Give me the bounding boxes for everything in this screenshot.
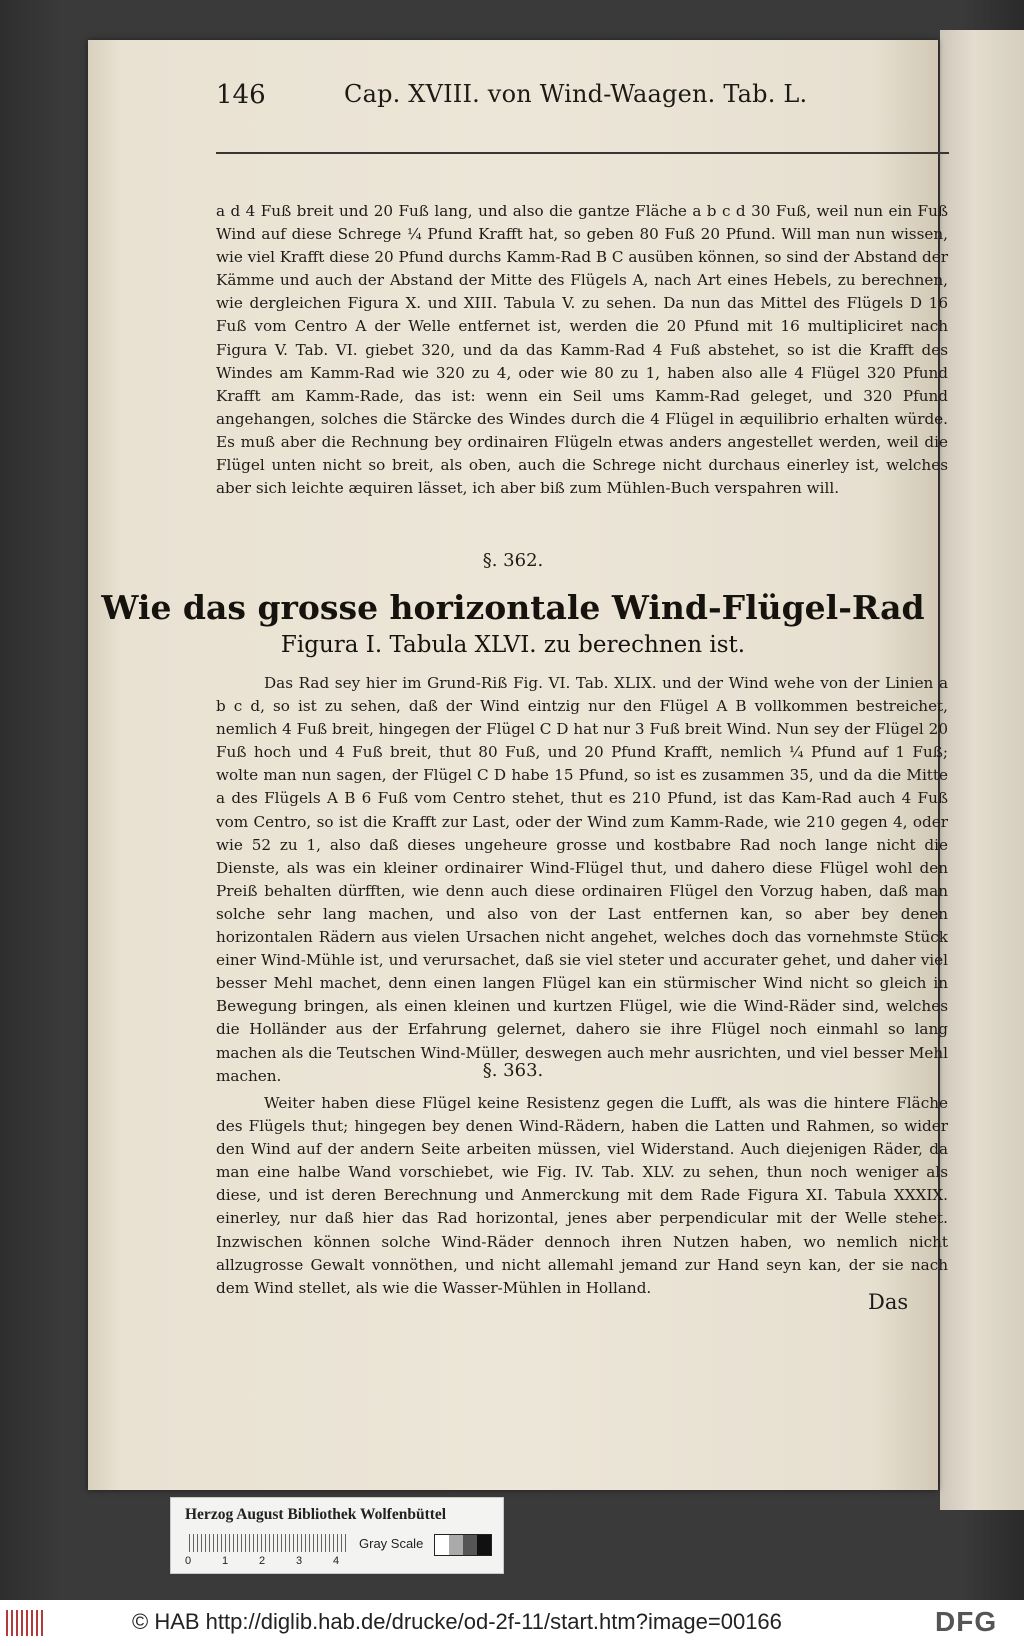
color-target-card bbox=[170, 1497, 504, 1574]
running-title: Cap. XVIII. von Wind-Waagen. Tab. L. bbox=[344, 80, 808, 108]
section-number-363: §. 363. bbox=[482, 1060, 544, 1081]
paragraph-1: a d 4 Fuß breit und 20 Fuß lang, und also die gantze Fläche a b c d 30 Fuß, weil nun ein Fuß Wind auf diese Schrege ¼ Pfund Krafft hat, so geben 80 Fuß 20 Pfund. Will man nun wissen, wie viel Krafft diese 20 Pfund durchs Kamm-Rad B C ausüben können, so sind der Abstand der Kämme und auch der Abstand der Mitte des Flügels A, nach Art eines Hebels, zu berechnen, wie dergleichen Figura X. und XIII. Tabula V. zu sehen. Da nun das Mittel des Flügels D 16 Fuß vom Centro A der Welle entfernet ist, werden die 20 Pfund mit 16 multipliciret nach Figura V. Tab. VI. giebet 320, und da das Kamm-Rad 4 Fuß abstehet, so ist die Krafft des Windes am Kamm-Rad wie 320 zu 4, oder wie 80 zu 1, haben also alle 4 Flügel 320 Pfund Krafft am Kamm-Rade, das ist: wenn ein Seil ums Kamm-Rad geleget, und 320 Pfund angehangen, solches die Stärcke des Windes durch die 4 Flügel in æquilibrio erhalten würde. Es muß aber die Rechnung bey ordinairen Flügeln etwas anders angestellet werden, weil die Flügel unten nicht so breit, als oben, auch die Schrege nicht durchaus einerley ist, welches aber sich leichte æquiren lässet, ich aber biß zum Mühlen-Buch verspahren will. bbox=[216, 202, 948, 498]
section-heading-line-1: Wie das grosse horizontale Wind-Flügel-Rad bbox=[101, 588, 925, 627]
gray-scale-swatch bbox=[434, 1534, 492, 1556]
dfg-logo: DFG bbox=[935, 1606, 998, 1637]
page-header bbox=[216, 80, 946, 110]
bleed-through-text bbox=[960, 110, 1015, 132]
gray-scale-label: Gray Scale bbox=[359, 1536, 424, 1551]
header-rule bbox=[216, 152, 949, 154]
tick-label: 2 bbox=[259, 1555, 266, 1567]
section-number-362: §. 362. bbox=[482, 550, 544, 571]
footer-bar bbox=[0, 1600, 1024, 1646]
copyright-url[interactable]: © HAB http://diglib.hab.de/drucke/od-2f-11/start.htm?image=00166 bbox=[132, 1609, 782, 1634]
tick-label: 0 bbox=[185, 1555, 192, 1567]
tick-label: 1 bbox=[222, 1555, 229, 1567]
facing-page-edge bbox=[940, 30, 1024, 1510]
ruler-ticks bbox=[185, 1555, 370, 1567]
tick-label: 3 bbox=[296, 1555, 303, 1567]
paragraph-2: Das Rad sey hier im Grund-Riß Fig. VI. Tab. XLIX. und der Wind wehe von der Linien a b c d, so ist zu sehen, daß der Wind eintzig nur den Flügel A B vollkommen bestreichet, nemlich 4 Fuß breit, hingegen der Flügel C D hat nur 3 Fuß breit Wind. Nun sey der Flügel 20 Fuß hoch und 4 Fuß breit, thut 80 Fuß, und 20 Pfund Krafft, nemlich ¼ Pfund auf 1 Fuß; wolte man nun sagen, der Flügel C D habe 15 Pfund, so ist es zusammen 35, und da die Mitte a des Flügels A B 6 Fuß vom Centro stehet, thut es 210 Pfund, ist das Kam-Rad auch 4 Fuß vom Centro, so ist die Krafft zur Last, oder der Wind zum Kamm-Rade, wie 210 gegen 4, oder wie 52 zu 1, also daß dieses ungeheure grosse und kostbabre Rad noch lange nicht die Dienste, als was ein kleiner ordinairer Wind-Flügel thut, und dahero diese Flügel wohl den Preiß behalten dürfften, wie denn auch diese ordinairen Flügel den Vorzug haben, daß man solche sehr lang machen, und also von der Last entfernen kan, so aber bey denen horizontalen Rädern aus vielen Ursachen nicht angehet, welches doch das vornehmste Stück einer Wind-Mühle ist, und verursachet, daß sie viel steter und accurater gehet, und daher viel besser Mehl machet, denn einen langen Flügel kan ein stürmischer Wind nicht so gleich in Bewegung bringen, als einen kleinen und kurtzen Flügel, wie die Wind-Räder sind, welches die Holländer aus der Erfahrung gelernet, dahero sie ihre Flügel noch einmahl so lang machen als die Teutschen Wind-Müller, deswegen auch mehr ausrichten, und viel besser Mehl machen. bbox=[216, 674, 948, 1085]
hab-logo-icon bbox=[6, 1610, 46, 1636]
catchword: Das bbox=[868, 1290, 909, 1314]
tick-label: 4 bbox=[333, 1555, 340, 1567]
library-name: Herzog August Bibliothek Wolfenbüttel bbox=[185, 1506, 447, 1523]
section-heading-line-2: Figura I. Tabula XLVI. zu berechnen ist. bbox=[280, 632, 746, 658]
page-number: 146 bbox=[216, 80, 266, 110]
paragraph-3: Weiter haben diese Flügel keine Resistenz gegen die Lufft, als was die hintere Fläche des Flügels thut; hingegen bey denen Wind-Rädern, haben die Latten und Rahmen, so wider den Wind auf der andern Seite arbeiten müssen, viel Widerstand. Auch diejenigen Räder, da man eine halbe Wand vorschiebet, wie Fig. IV. Tab. XLV. zu sehen, thun noch weniger als diese, und ist deren Berechnung und Anmerckung mit dem Rade Figura XI. Tabula XXXIX. einerley, nur daß hier das Rad horizontal, jenes aber perpendicular mit der Welle stehet. Inzwischen können solche Wind-Räder dennoch ihren Nutzen haben, wo nemlich nicht allzugrosse Gewalt vonnöthen, und nicht allemahl jemand zur Hand seyn kan, der sie nach dem Wind stellet, als wie die Wasser-Mühlen in Holland. bbox=[216, 1094, 948, 1297]
scale-ruler bbox=[189, 1534, 349, 1552]
book-page bbox=[88, 40, 948, 1490]
